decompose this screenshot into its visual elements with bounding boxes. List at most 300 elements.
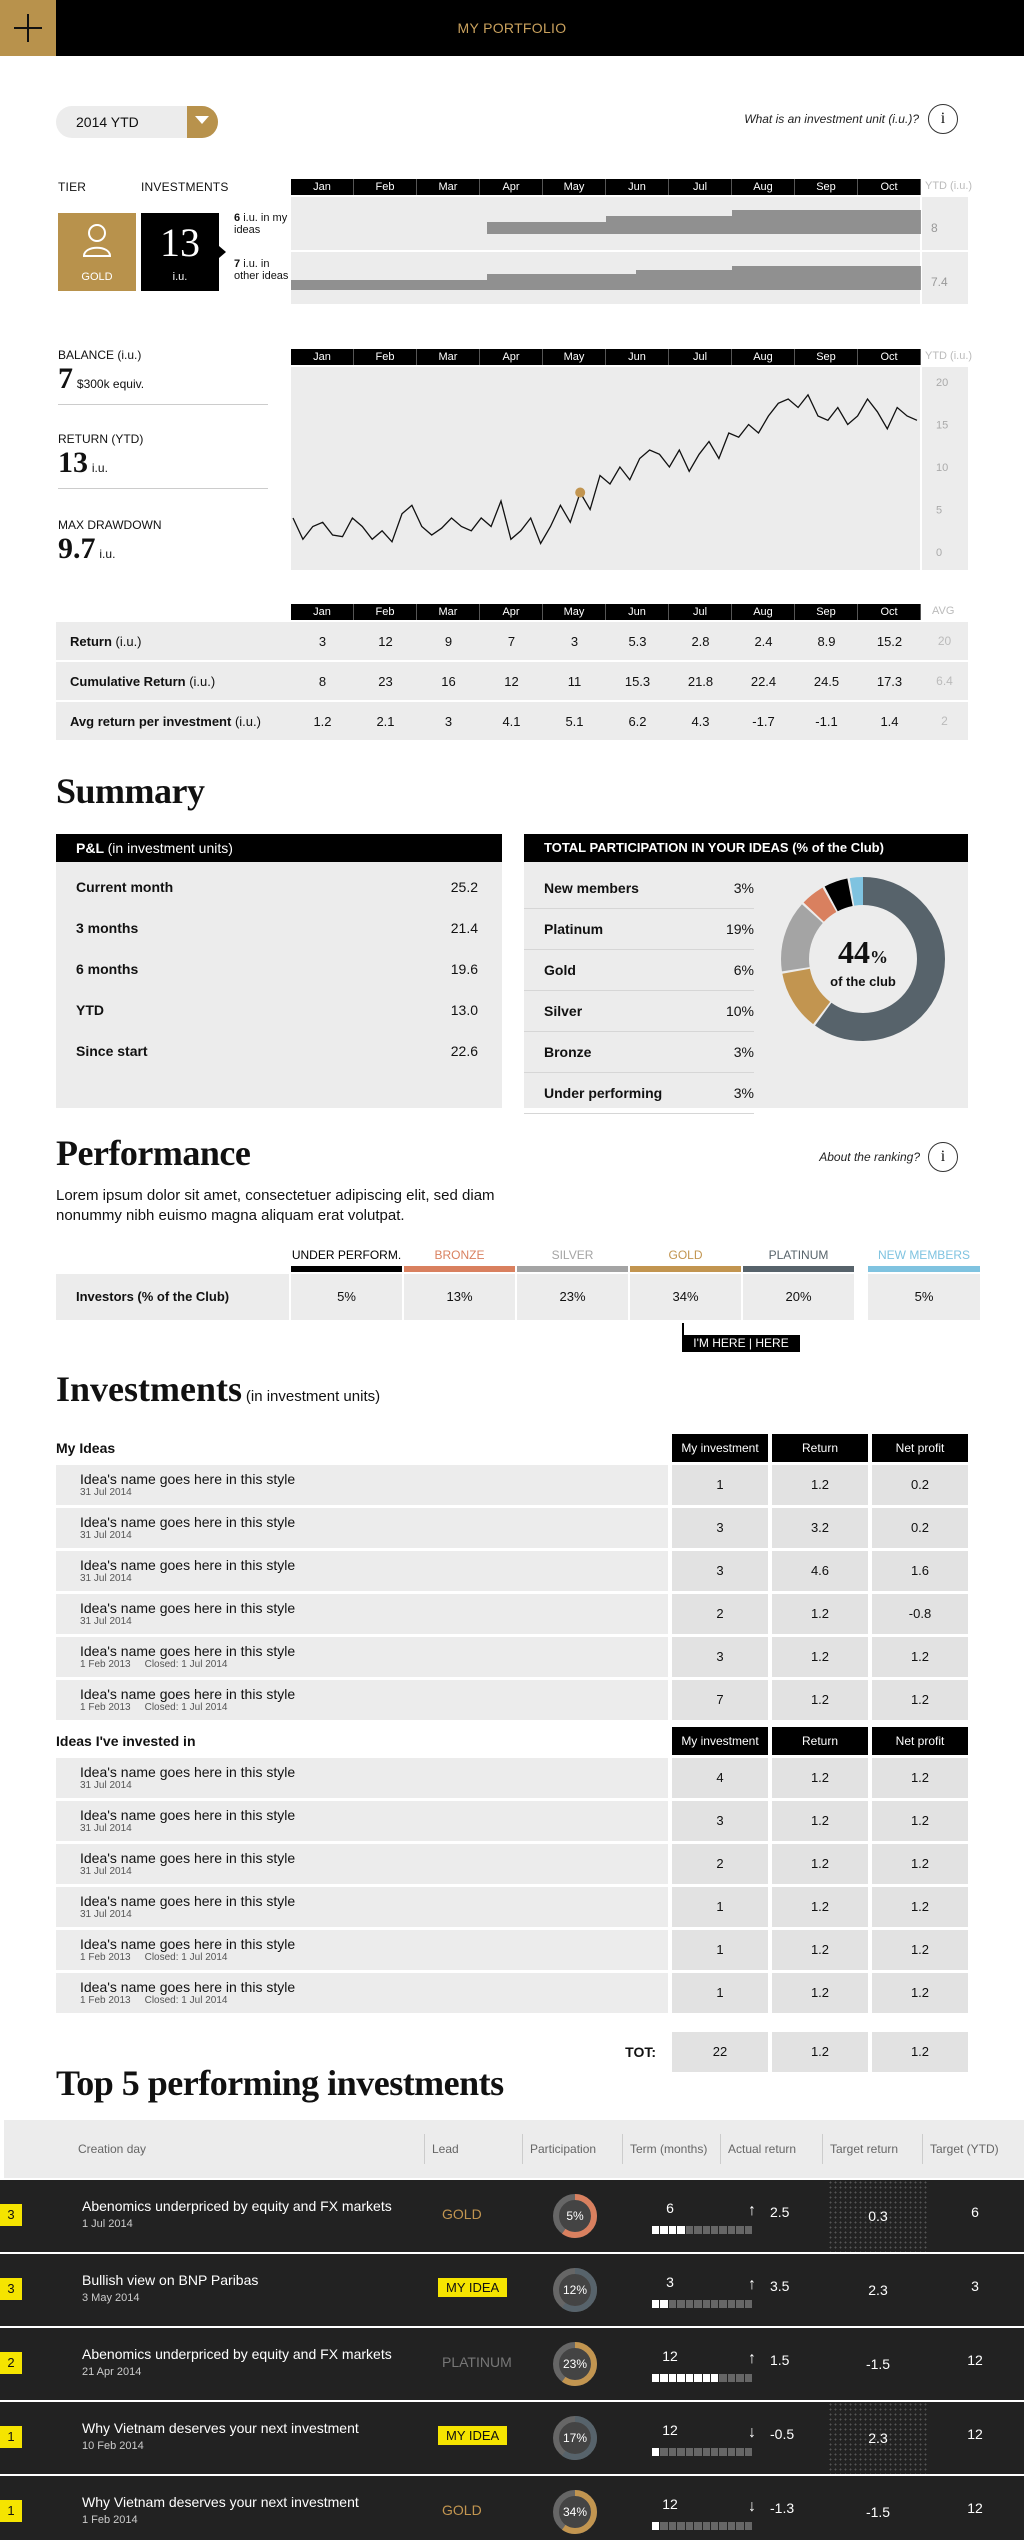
column-header: Net profit (872, 1434, 968, 1462)
value-cell: 3 (672, 1508, 768, 1548)
term-segment (694, 2522, 701, 2530)
lead-label: GOLD (442, 2206, 482, 2222)
investment-row[interactable] (56, 1637, 968, 1677)
participation-value: 34% (562, 2505, 588, 2519)
performance-title: Performance (56, 1133, 251, 1173)
arrow-up-icon: ↑ (748, 2350, 756, 2367)
term-segment (736, 2374, 743, 2382)
participation-row (524, 1032, 754, 1073)
participation-value: 12% (562, 2283, 588, 2297)
investment-row[interactable] (56, 1594, 968, 1634)
term-segment (669, 2300, 676, 2308)
term-segment (652, 2522, 659, 2530)
month-label: Jan (291, 349, 354, 365)
section-title: My Ideas (56, 1440, 116, 1456)
investments-header (56, 1727, 968, 1755)
term-segment (677, 2448, 684, 2456)
table-cell: 4.1 (502, 713, 521, 729)
value-cell: 0.2 (872, 1465, 968, 1505)
tier-value: 13% (404, 1274, 515, 1320)
idea-date: 31 Jul 2014 (80, 1780, 132, 1791)
rank-badge: 3 (0, 2278, 22, 2300)
row-label: Return (i.u.) (70, 633, 142, 649)
idea-name-cell (56, 1801, 668, 1841)
kpi-max-drawdown: MAX DRAWDOWN 9.7 i.u. (58, 518, 162, 565)
term-segment (728, 2522, 735, 2530)
month-label: Mar (417, 179, 480, 195)
mine-bars-lines (487, 211, 921, 233)
top5-column-header: Creation day (78, 2142, 147, 2156)
term-segment (719, 2300, 726, 2308)
summary-title: Summary (56, 771, 205, 811)
participation-value: 10% (725, 1003, 754, 1019)
other-bars-lines (291, 267, 921, 289)
pnl-row (56, 866, 502, 907)
arrow-down-icon: ↓ (748, 2424, 756, 2441)
idea-date: 1 Feb 2013 Closed: 1 Jul 2014 (80, 1995, 228, 2006)
month-label: Feb (354, 179, 417, 195)
month-label: Mar (417, 604, 480, 620)
month-label: Apr (480, 179, 543, 195)
tier-color-bar (517, 1266, 628, 1272)
bars-chart-svg (291, 197, 968, 304)
term-value: 3 (666, 2274, 674, 2290)
pnl-row-value: 21.4 (450, 919, 478, 936)
term-progress (652, 2300, 752, 2308)
im-here-marker: I'M HERE | HERE (682, 1335, 800, 1352)
donut-value: 44% (838, 934, 888, 970)
term-segment (677, 2226, 684, 2234)
avg-cell: 6.4 (936, 674, 953, 688)
table-cell: 17.3 (876, 673, 903, 689)
term-segment (736, 2300, 743, 2308)
term-segment (728, 2374, 735, 2382)
row-label: Cumulative Return (i.u.) (70, 673, 216, 689)
term-segment (686, 2448, 693, 2456)
term-segment (736, 2522, 743, 2530)
ranking-help-link[interactable]: About the ranking? (819, 1150, 920, 1164)
month-label: Mar (417, 349, 480, 365)
idea-name-cell (56, 1680, 668, 1720)
pnl-row-label: Since start (76, 1042, 148, 1059)
table-cell: 24.5 (813, 673, 840, 689)
participation-label: Silver (544, 1003, 583, 1019)
participation-value: 19% (725, 921, 754, 937)
idea-name: Idea's name goes here in this style (80, 1807, 296, 1823)
term-segment (660, 2522, 667, 2530)
value-cell: 1.2 (872, 1887, 968, 1927)
rank-badge: 2 (0, 2352, 22, 2374)
month-label: May (543, 349, 606, 365)
investments-label: INVESTMENTS (141, 180, 229, 194)
tier-label: SILVER (551, 1248, 594, 1262)
info-icon-ranking[interactable]: i (928, 1142, 958, 1172)
participation-row (524, 1073, 754, 1114)
term-segment (745, 2448, 752, 2456)
term-segment (686, 2374, 693, 2382)
value-cell: 2 (672, 1844, 768, 1884)
target-return: -1.5 (865, 2504, 891, 2520)
value-cell: 3 (672, 1637, 768, 1677)
table-cell: 8.9 (817, 633, 836, 649)
term-progress (652, 2226, 752, 2234)
investment-row[interactable] (56, 1465, 968, 1505)
term-progress (652, 2448, 752, 2456)
actual-return: -1.3 (770, 2500, 795, 2516)
idea-name: Idea's name goes here in this style (80, 1514, 296, 1530)
tier-value: GOLD (81, 271, 113, 283)
total-cell: 1.2 (772, 2032, 868, 2072)
investment-row[interactable] (56, 1930, 968, 1970)
term-segment (677, 2374, 684, 2382)
value-cell: 1.2 (772, 1844, 868, 1884)
y-tick-label: 5 (936, 504, 943, 517)
table-cell: -1.7 (752, 713, 775, 729)
tier-value: 5% (291, 1274, 402, 1320)
investment-name: Why Vietnam deserves your next investment (82, 2494, 359, 2510)
idea-name: Idea's name goes here in this style (80, 1557, 296, 1573)
column-divider (622, 2134, 623, 2164)
month-label: Sep (795, 349, 858, 365)
investment-name: Bullish view on BNP Paribas (82, 2272, 259, 2288)
term-segment (711, 2522, 718, 2530)
participation-label: Under performing (544, 1085, 663, 1101)
month-header-1 (291, 179, 921, 195)
idea-date: 1 Feb 2013 Closed: 1 Jul 2014 (80, 1659, 228, 1670)
term-segment (652, 2448, 659, 2456)
pnl-row (56, 907, 502, 948)
value-cell: 4.6 (772, 1551, 868, 1591)
column-divider (822, 2134, 823, 2164)
idea-name-cell (56, 1844, 668, 1884)
value-cell: 1.2 (872, 1680, 968, 1720)
donut-caption: of the club (830, 974, 896, 989)
participation-value: 17% (562, 2431, 588, 2445)
term-segment (736, 2448, 743, 2456)
term-segment (660, 2226, 667, 2234)
table-cell: 2.4 (754, 633, 773, 649)
tier-label: BRONZE (434, 1248, 485, 1262)
table-cell: 15.2 (876, 633, 903, 649)
value-cell: 1.2 (772, 1887, 868, 1927)
top5-row[interactable] (0, 2328, 1024, 2400)
value-cell: 1.2 (872, 1637, 968, 1677)
term-segment (745, 2300, 752, 2308)
arrow-up-icon: ↑ (748, 2202, 756, 2219)
chevron-down-icon[interactable] (187, 106, 218, 138)
performance-table (56, 1248, 968, 1328)
table-cell: 7 (507, 633, 516, 649)
investors-row-label: Investors (% of the Club) (56, 1274, 289, 1320)
idea-date: 1 Feb 2013 Closed: 1 Jul 2014 (80, 1702, 228, 1713)
term-segment (652, 2374, 659, 2382)
actual-return: 2.5 (770, 2204, 790, 2220)
investment-row[interactable] (56, 1844, 968, 1884)
table-cell: 2.8 (691, 633, 710, 649)
idea-name: Idea's name goes here in this style (80, 1850, 296, 1866)
term-segment (745, 2522, 752, 2530)
table-cell: 5.1 (565, 713, 584, 729)
term-segment (660, 2374, 667, 2382)
term-segment (703, 2448, 710, 2456)
value-cell: 2 (672, 1594, 768, 1634)
tier-badge (58, 213, 136, 291)
term-segment (669, 2374, 676, 2382)
term-segment (652, 2226, 659, 2234)
idea-name-cell (56, 1551, 668, 1591)
top5-row[interactable] (0, 2402, 1024, 2474)
value-cell: 1.2 (772, 1465, 868, 1505)
pnl-row (56, 948, 502, 989)
term-segment (745, 2374, 752, 2382)
month-label: Aug (732, 604, 795, 620)
rank-badge: 1 (0, 2500, 22, 2522)
participation-ring (551, 2414, 599, 2462)
column-header: My investment (672, 1434, 768, 1462)
value-cell: 1.2 (772, 1801, 868, 1841)
target-return: -1.5 (865, 2356, 891, 2372)
idea-name: Idea's name goes here in this style (80, 1686, 296, 1702)
participation-ring (551, 2488, 599, 2536)
top5-row[interactable] (0, 2476, 1024, 2540)
value-cell: 1.2 (772, 1930, 868, 1970)
value-cell: 4 (672, 1758, 768, 1798)
participation-value: 5% (566, 2209, 584, 2223)
idea-name: Idea's name goes here in this style (80, 1893, 296, 1909)
term-segment (703, 2374, 710, 2382)
participation-label: Platinum (544, 921, 604, 937)
term-segment (694, 2300, 701, 2308)
pnl-row-value: 22.6 (450, 1042, 478, 1059)
tier-color-bar (630, 1266, 741, 1272)
idea-name: Idea's name goes here in this style (80, 1600, 296, 1616)
table-cell: 4.3 (691, 713, 710, 729)
target-ytd: 6 (971, 2204, 979, 2220)
top5-column-header: Actual return (728, 2142, 797, 2156)
value-cell: 1 (672, 1465, 768, 1505)
pnl-row-label: Current month (76, 878, 174, 895)
term-segment (669, 2226, 676, 2234)
target-return: 2.3 (828, 2402, 928, 2474)
table-cell: 2.1 (376, 713, 395, 729)
pnl-row-label: YTD (76, 1001, 104, 1018)
participation-value: 3% (733, 1044, 754, 1060)
pnl-row-value: 25.2 (450, 878, 478, 895)
row-label: Avg return per investment (i.u.) (70, 713, 261, 729)
participation-row (524, 950, 754, 991)
top5-column-header: Target return (830, 2142, 899, 2156)
lead-label: MY IDEA (438, 2426, 507, 2445)
investment-name: Abenomics underpriced by equity and FX markets (82, 2346, 392, 2362)
investment-name: Why Vietnam deserves your next investment (82, 2420, 359, 2436)
investments-table (56, 1434, 968, 2075)
user-icon (82, 223, 112, 257)
month-label: Jul (669, 179, 732, 195)
value-cell: 1.2 (772, 1973, 868, 2013)
investment-unit-help-link[interactable]: What is an investment unit (i.u.)? (744, 112, 919, 126)
column-header: Return (772, 1434, 868, 1462)
value-cell: -0.8 (872, 1594, 968, 1634)
term-segment (669, 2448, 676, 2456)
value-cell: 1.2 (872, 1844, 968, 1884)
tier-label: TIER (58, 180, 87, 194)
month-label: Aug (732, 349, 795, 365)
participation-row (524, 909, 754, 950)
value-cell: 1.2 (872, 1758, 968, 1798)
target-ytd: 12 (967, 2500, 983, 2516)
term-segment (711, 2226, 718, 2234)
kpi-balance: BALANCE (i.u.) 7 $300k equiv. (58, 348, 268, 405)
table-cell: 21.8 (687, 673, 714, 689)
actual-return: -0.5 (770, 2426, 795, 2442)
ytd-label: YTD (i.u.) (925, 180, 973, 192)
investment-date: 3 May 2014 (82, 2292, 140, 2304)
tier-color-bar (743, 1266, 854, 1272)
term-segment (677, 2522, 684, 2530)
highlight-point[interactable] (575, 488, 585, 498)
idea-name-cell (56, 1973, 668, 2013)
term-progress (652, 2374, 752, 2382)
info-icon[interactable]: i (928, 104, 958, 134)
target-ytd: 3 (971, 2278, 979, 2294)
monthly-table-row (56, 702, 968, 742)
investment-row[interactable] (56, 1508, 968, 1548)
participation-panel (524, 834, 968, 1108)
table-cell: 8 (318, 673, 327, 689)
month-label: Jan (291, 604, 354, 620)
value-cell: 3 (672, 1551, 768, 1591)
actual-return: 3.5 (770, 2278, 790, 2294)
participation-value: 23% (562, 2357, 588, 2371)
term-value: 12 (662, 2348, 678, 2364)
month-label: May (543, 604, 606, 620)
idea-name-cell (56, 1594, 668, 1634)
month-label: Oct (858, 604, 921, 620)
term-segment (711, 2374, 718, 2382)
idea-date: 31 Jul 2014 (80, 1909, 132, 1920)
tier-value: 34% (630, 1274, 741, 1320)
idea-name-cell (56, 1758, 668, 1798)
month-label: Oct (858, 349, 921, 365)
month-label: Apr (480, 349, 543, 365)
new-members-bar (868, 1266, 980, 1272)
new-members-label: NEW MEMBERS (877, 1248, 970, 1262)
tier-value: 20% (743, 1274, 854, 1320)
table-cell: 12 (378, 633, 393, 649)
pnl-row-label: 3 months (76, 919, 139, 936)
value-cell: 1 (672, 1930, 768, 1970)
top5-column-header: Lead (432, 2142, 459, 2156)
term-segment (686, 2300, 693, 2308)
investment-row[interactable] (56, 1551, 968, 1591)
term-segment (745, 2226, 752, 2234)
idea-name-cell (56, 1508, 668, 1548)
bars-chart (291, 197, 968, 304)
table-cell: 9 (444, 633, 453, 649)
y-tick-label: 10 (936, 462, 949, 474)
idea-name: Idea's name goes here in this style (80, 1936, 296, 1952)
investments-mine: 6 i.u. in my ideas (234, 212, 288, 236)
monthly-table-row (56, 622, 968, 662)
term-segment (711, 2300, 718, 2308)
investment-name: Abenomics underpriced by equity and FX markets (82, 2198, 392, 2214)
month-label: Feb (354, 604, 417, 620)
investment-row[interactable] (56, 1801, 968, 1841)
avg-label: AVG (932, 605, 955, 617)
pnl-row-label: 6 months (76, 960, 139, 977)
top5-column-header: Participation (530, 2142, 597, 2156)
investment-date: 1 Jul 2014 (82, 2218, 133, 2230)
term-segment (660, 2448, 667, 2456)
participation-ring (551, 2266, 599, 2314)
investment-row[interactable] (56, 1680, 968, 1720)
investment-row[interactable] (56, 1973, 968, 2013)
term-segment (677, 2300, 684, 2308)
participation-label: Gold (544, 962, 576, 978)
term-segment (686, 2226, 693, 2234)
column-divider (424, 2134, 425, 2164)
investments-header (56, 1434, 968, 1462)
rank-badge: 3 (0, 2204, 22, 2226)
other-ytd-value: 7.4 (931, 275, 948, 289)
tier-color-bar (291, 1266, 402, 1272)
idea-date: 31 Jul 2014 (80, 1530, 132, 1541)
participation-value: 6% (733, 962, 754, 978)
y-tick-label: 20 (936, 377, 949, 389)
idea-name-cell (56, 1637, 668, 1677)
table-cell: 3 (318, 633, 327, 649)
value-cell: 1.2 (772, 1758, 868, 1798)
return-line-series (293, 395, 917, 544)
term-segment (694, 2448, 701, 2456)
investment-row[interactable] (56, 1758, 968, 1798)
investments-count: 13 (160, 220, 200, 265)
month-label: Sep (795, 179, 858, 195)
idea-name-cell (56, 1887, 668, 1927)
line-chart (291, 367, 968, 570)
rank-badge: 1 (0, 2426, 22, 2448)
total-cell: 22 (672, 2032, 768, 2072)
investment-row[interactable] (56, 1887, 968, 1927)
total-cell: 1.2 (872, 2032, 968, 2072)
table-cell: 6.2 (628, 713, 647, 729)
term-segment (652, 2300, 659, 2308)
participation-row (524, 868, 754, 909)
term-value: 12 (662, 2496, 678, 2512)
term-segment (719, 2374, 726, 2382)
top5-column-header: Term (months) (630, 2142, 708, 2156)
month-label: Oct (858, 179, 921, 195)
term-segment (719, 2522, 726, 2530)
monthly-table (56, 622, 968, 742)
lead-label: GOLD (442, 2502, 482, 2518)
top5-row[interactable] (0, 2180, 1024, 2252)
monthly-table-row (56, 662, 968, 702)
lead-label: MY IDEA (438, 2278, 507, 2297)
pointer-arrow (219, 246, 226, 258)
value-cell: 1.2 (872, 1973, 968, 2013)
participation-value: 3% (733, 880, 754, 896)
term-value: 6 (666, 2200, 674, 2216)
value-cell: 1.2 (772, 1637, 868, 1677)
top5-row[interactable] (0, 2254, 1024, 2326)
participation-header: TOTAL PARTICIPATION IN YOUR IDEAS (% of the Club) (524, 834, 968, 862)
table-cell: 22.4 (750, 673, 777, 689)
value-cell: 1.2 (772, 1594, 868, 1634)
line-chart-ylabel: YTD (i.u.) (925, 350, 973, 362)
term-progress (652, 2522, 752, 2530)
year-select[interactable] (56, 106, 218, 138)
